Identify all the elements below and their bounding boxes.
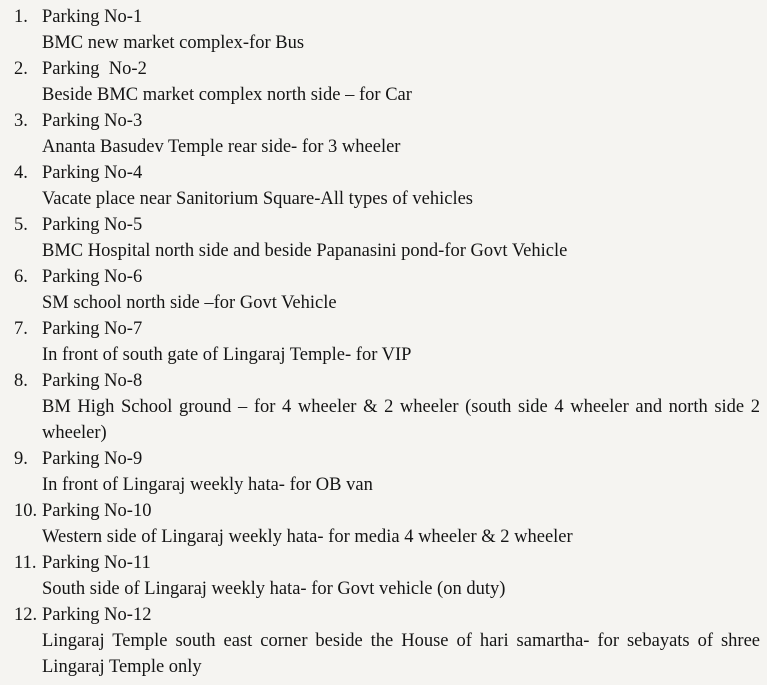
item-number: 2. (14, 59, 28, 79)
parking-title: Parking No-7 (42, 319, 143, 339)
parking-description: Ananta Basudev Temple rear side- for 3 wheeler (42, 137, 401, 157)
item-content (42, 56, 760, 108)
item-content (42, 602, 760, 680)
item-number: 5. (14, 215, 28, 235)
list-item (14, 160, 760, 212)
item-number: 3. (14, 111, 28, 131)
list-item (14, 264, 760, 316)
item-number: 12. (14, 605, 38, 625)
item-number: 7. (14, 319, 28, 339)
list-item (14, 368, 760, 446)
parking-description: Beside BMC market complex north side – for Car (42, 85, 412, 105)
parking-description: Western side of Lingaraj weekly hata- for media 4 wheeler & 2 wheeler (42, 527, 573, 547)
parking-title: Parking No-4 (42, 163, 143, 183)
item-content (42, 212, 760, 264)
parking-title: Parking No-6 (42, 267, 143, 287)
list-item (14, 602, 760, 680)
parking-description: In front of south gate of Lingaraj Temple- for VIP (42, 345, 412, 365)
parking-description: South side of Lingaraj weekly hata- for Govt vehicle (on duty) (42, 579, 506, 599)
list-item (14, 56, 760, 108)
parking-list (14, 4, 760, 680)
list-item (14, 446, 760, 498)
item-number: 11. (14, 553, 37, 573)
parking-title: Parking No-5 (42, 215, 143, 235)
parking-description: Vacate place near Sanitorium Square-All types of vehicles (42, 189, 473, 209)
list-item (14, 498, 760, 550)
parking-description: BMC Hospital north side and beside Papanasini pond-for Govt Vehicle (42, 241, 568, 261)
list-item (14, 212, 760, 264)
parking-description: BMC new market complex-for Bus (42, 33, 305, 53)
parking-title: Parking No-9 (42, 449, 143, 469)
item-content (42, 498, 760, 550)
parking-title: Parking No-12 (42, 605, 152, 625)
item-number: 9. (14, 449, 28, 469)
item-content (42, 160, 760, 212)
item-content (42, 446, 760, 498)
item-number: 1. (14, 7, 28, 27)
item-number: 8. (14, 371, 28, 391)
item-number: 4. (14, 163, 28, 183)
parking-description: BM High School ground – for 4 wheeler & 2 wheeler (south side 4 wheeler and north side 2 wheeler) (42, 397, 760, 443)
parking-title: Parking No-10 (42, 501, 152, 521)
item-content (42, 108, 760, 160)
item-number: 6. (14, 267, 28, 287)
list-item (14, 4, 760, 56)
item-content (42, 316, 760, 368)
item-content (42, 4, 760, 56)
list-item (14, 108, 760, 160)
parking-title: Parking No-2 (42, 59, 147, 79)
list-item (14, 316, 760, 368)
item-content (42, 550, 760, 602)
parking-description: Lingaraj Temple south east corner beside the House of hari samartha- for sebayats of shree Lingaraj Temple only (42, 631, 760, 677)
item-number: 10. (14, 501, 38, 521)
parking-title: Parking No-3 (42, 111, 143, 131)
parking-title: Parking No-8 (42, 371, 143, 391)
item-content (42, 264, 760, 316)
list-item (14, 550, 760, 602)
parking-title: Parking No-1 (42, 7, 143, 27)
item-content (42, 368, 760, 446)
parking-title: Parking No-11 (42, 553, 151, 573)
parking-description: SM school north side –for Govt Vehicle (42, 293, 337, 313)
parking-description: In front of Lingaraj weekly hata- for OB van (42, 475, 373, 495)
